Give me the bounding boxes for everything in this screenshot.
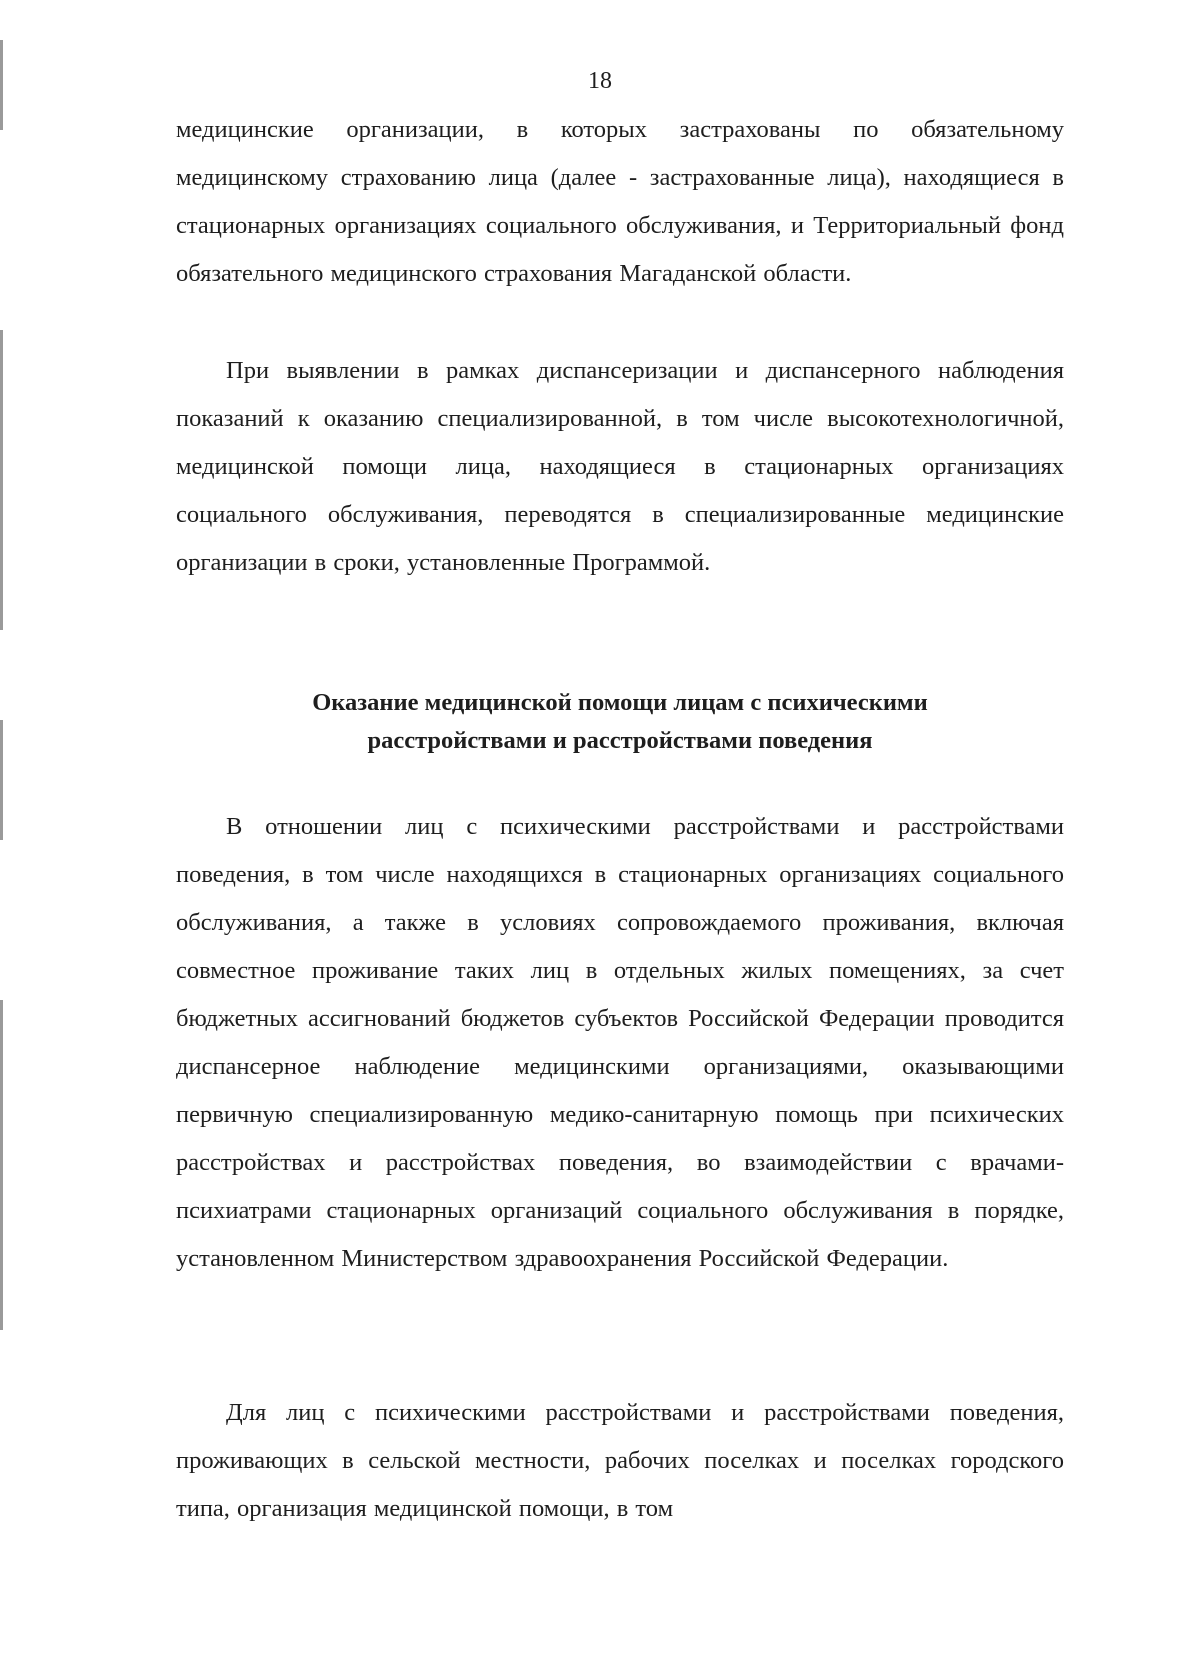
paragraph-text: Для лиц с психическими расстройствами и расстройствами поведения, проживающих в сельской местности, рабочих поселках и поселках городского типа, организация медицинской помощи, в том <box>176 1399 1064 1522</box>
paragraph-dispensary-observation <box>176 803 1064 1283</box>
page-number: 18 <box>588 68 612 94</box>
paragraph-text: В отношении лиц с психическими расстройствами и расстройствами поведения, в том числе находящихся в стационарных организациях социального обслуживания, а также в условиях сопровождаемого проживания, включая совместное проживание таких лиц в отдельных жилых помещениях, за счет бюджетных ассигнований бюджетов субъектов Российской Федерации проводится диспансерное наблюдение медицинскими организациями, оказывающими первичную специализированную медико-санитарную помощь при психических расстройствах и расстройствах поведения, во взаимодействии с врачами-психиатрами стационарных организаций социального обслуживания в порядке, установленном Министерством здравоохранения Российской Федерации. <box>176 813 1064 1272</box>
paragraph-text: медицинские организации, в которых застрахованы по обязательному медицинскому страхованию лица (далее - застрахованные лица), находящиеся в стационарных организациях социального обслуживания, и Территориальный фонд обязательного медицинского страхования Магаданской области. <box>176 116 1064 287</box>
scan-edge-mark <box>0 720 3 840</box>
paragraph-rural-residents <box>176 1389 1064 1533</box>
paragraph-referral <box>176 347 1064 587</box>
section-heading <box>176 684 1064 760</box>
scan-edge-mark <box>0 1000 3 1330</box>
paragraph-text: При выявлении в рамках диспансеризации и диспансерного наблюдения показаний к оказанию специализированной, в том числе высокотехнологичной, медицинской помощи лица, находящиеся в стационарных организациях социального обслуживания, переводятся в специализированные медицинские организации в сроки, установленные Программой. <box>176 357 1064 576</box>
scan-edge-mark <box>0 330 3 630</box>
paragraph-continuation <box>176 106 1064 298</box>
section-heading-line: расстройствами и расстройствами поведения <box>367 727 873 754</box>
section-heading-line: Оказание медицинской помощи лицам с психическими <box>312 689 928 716</box>
